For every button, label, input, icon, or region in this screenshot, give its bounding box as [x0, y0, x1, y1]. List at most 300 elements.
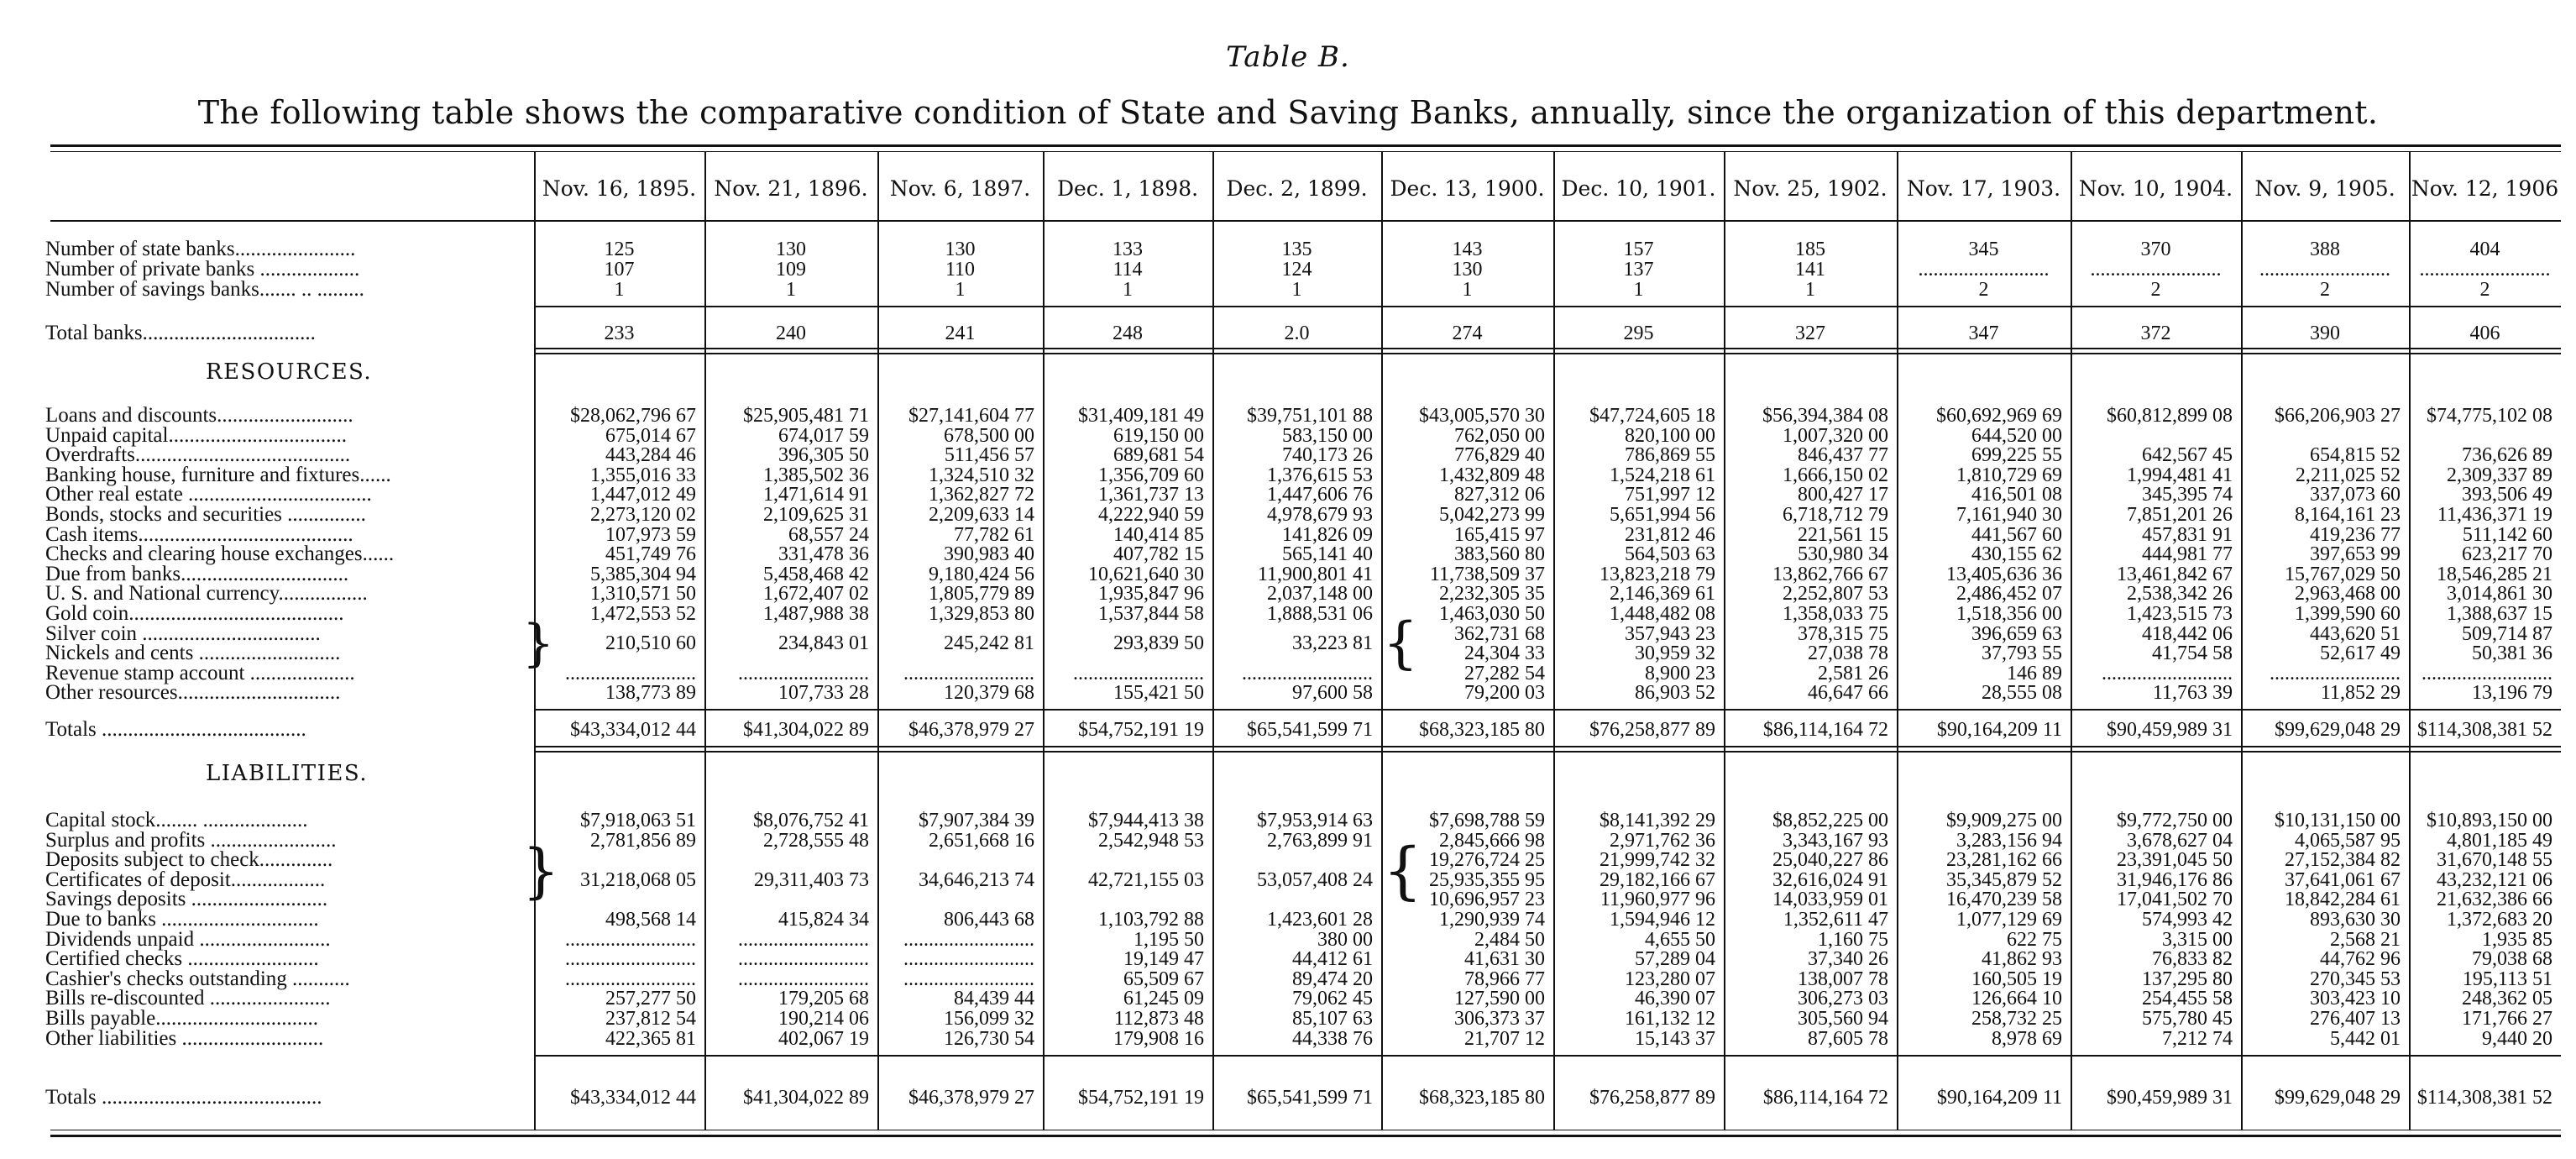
liability-label: Other liabilities ........................... — [45, 1027, 324, 1050]
resource-cell: 1,358,033 75 — [1783, 603, 1888, 625]
resource-cell: 231,812 46 — [1625, 524, 1715, 546]
liability-cell: 14,033,959 01 — [1772, 889, 1888, 910]
liability-cell: 37,641,061 67 — [2285, 869, 2401, 891]
column-header: Nov. 25, 1902. — [1733, 176, 1887, 201]
liability-label: Deposits subject to check.............. — [45, 848, 333, 871]
resource-cell: 786,869 55 — [1625, 444, 1715, 466]
resource-cell: 1,399,590 60 — [2295, 603, 2401, 625]
column-header: Dec. 2, 1899. — [1226, 176, 1368, 201]
resource-cell: 1,432,809 48 — [1439, 464, 1545, 486]
resource-cell: 1,666,150 02 — [1783, 464, 1888, 486]
resource-cell: 565,141 40 — [1282, 543, 1373, 565]
resource-cell: .......................... — [2102, 663, 2233, 684]
liability-cell: 1,077,129 69 — [1956, 909, 2062, 931]
resource-cell: 623,217 70 — [2462, 543, 2552, 565]
liability-cell: $9,909,275 00 — [1946, 810, 2062, 831]
resource-cell: 1,329,853 80 — [929, 603, 1034, 625]
resource-label: Other resources............................... — [45, 681, 341, 704]
resource-cell: 509,714 87 — [2462, 623, 2552, 645]
liability-cell: 16,470,239 58 — [1946, 889, 2062, 910]
liability-cell: 1,423,601 28 — [1267, 909, 1373, 931]
resource-cell: 678,500 00 — [944, 425, 1034, 447]
total-banks-cell: 372 — [2140, 323, 2171, 344]
liability-total-cell: $90,459,989 31 — [2107, 1087, 2233, 1109]
liability-cell: 5,442 01 — [2330, 1028, 2401, 1050]
brace-deposits-right: { — [1383, 835, 1423, 907]
liability-cell: 806,443 68 — [944, 909, 1034, 931]
liability-cell: 21,999,742 32 — [1600, 849, 1715, 871]
liability-cell: 19,149 47 — [1123, 948, 1204, 970]
liability-cell: 1,594,946 12 — [1610, 909, 1715, 931]
silver-nickel-combined-cell: 293,839 50 — [1113, 632, 1204, 654]
resource-cell: $31,409,181 49 — [1078, 405, 1204, 427]
total-banks-cell: 2.0 — [1284, 323, 1310, 344]
resource-cell: 9,180,424 56 — [929, 564, 1034, 585]
resource-cell: 24,304 33 — [1464, 642, 1545, 664]
resource-cell: 1,356,709 60 — [1098, 464, 1204, 486]
resource-cell: 30,959 32 — [1635, 642, 1715, 664]
liability-cell: 1,195 50 — [1134, 929, 1204, 951]
liability-cell: 35,345,879 52 — [1946, 869, 2062, 891]
liability-cell: 2,542,948 53 — [1098, 830, 1204, 852]
resource-cell: 1,471,614 91 — [763, 484, 869, 506]
resource-label: Nickels and cents ........................... — [45, 642, 341, 664]
brace-deposits-left: } — [522, 836, 560, 905]
liability-total-cell: $99,629,048 29 — [2275, 1087, 2401, 1109]
resource-cell: 1,376,615 53 — [1267, 464, 1373, 486]
resource-cell: 846,437 77 — [1798, 444, 1888, 466]
liability-cell: 126,664 10 — [1971, 988, 2062, 1010]
resource-total-cell: $114,308,381 52 — [2416, 719, 2552, 741]
resource-cell: $27,141,604 77 — [908, 405, 1034, 427]
liability-cell: 179,205 68 — [778, 988, 869, 1010]
resource-cell: 107,733 28 — [778, 682, 869, 704]
liability-cell: $8,076,752 41 — [753, 810, 869, 831]
resource-cell: 77,782 61 — [954, 524, 1034, 546]
resource-total-cell: $43,334,012 44 — [570, 719, 696, 741]
resource-cell: 107,973 59 — [605, 524, 696, 546]
liability-label: Cashier's checks outstanding ........... — [45, 968, 350, 990]
bank-count-cell: 2 — [1978, 279, 1989, 301]
brace-right: { — [1383, 611, 1418, 675]
liability-cell: .......................... — [565, 929, 696, 951]
liability-cell: 4,655 50 — [1645, 929, 1715, 951]
liability-total-cell: $76,258,877 89 — [1589, 1087, 1715, 1109]
liability-cell: 306,273 03 — [1798, 988, 1888, 1010]
liability-cell: 127,590 00 — [1454, 988, 1545, 1010]
top-rule — [50, 144, 2561, 147]
resource-cell: 1,524,218 61 — [1610, 464, 1715, 486]
resource-cell: 13,196 79 — [2472, 682, 2552, 704]
bank-count-cell: 370 — [2140, 239, 2171, 260]
resource-label: Bonds, stocks and securities ............... — [45, 503, 366, 526]
resource-cell: 416,501 08 — [1971, 484, 2062, 506]
table-label: Table B. — [1226, 40, 1350, 74]
liability-cell: 303,423 10 — [2310, 988, 2401, 1010]
liability-cell: 8,978 69 — [1992, 1028, 2062, 1050]
resource-cell: $43,005,570 30 — [1419, 405, 1545, 427]
liability-cell: 248,362 05 — [2462, 988, 2552, 1010]
resource-label: Banking house, furniture and fixtures...... — [45, 464, 391, 486]
liability-cell: 422,365 81 — [605, 1028, 696, 1050]
liability-cell: $7,907,384 39 — [919, 810, 1034, 831]
liability-cell: 2,763,899 91 — [1267, 830, 1373, 852]
deposits-combined-cell: 42,721,155 03 — [1088, 869, 1204, 891]
resource-label: Due from banks................................ — [45, 563, 349, 585]
resource-cell: 11,852 29 — [2320, 682, 2401, 704]
liability-cell: 44,338 76 — [1292, 1028, 1373, 1050]
resource-cell: 362,731 68 — [1454, 623, 1545, 645]
resource-cell: $60,692,969 69 — [1936, 405, 2062, 427]
liability-cell: 9,440 20 — [2482, 1028, 2552, 1050]
resource-cell: 2,273,120 02 — [590, 504, 696, 526]
resource-cell: 451,749 76 — [605, 543, 696, 565]
liability-cell: .......................... — [565, 948, 696, 970]
resource-label: Revenue stamp account .................... — [45, 662, 355, 684]
bank-count-cell: 157 — [1623, 239, 1654, 260]
bank-count-cell: 2 — [2479, 279, 2490, 301]
resource-cell: 1,310,571 50 — [590, 583, 696, 605]
liability-cell: 3,283,156 94 — [1956, 830, 2062, 852]
resource-cell: .......................... — [738, 663, 869, 684]
liability-cell: 18,842,284 61 — [2285, 889, 2401, 910]
bank-count-cell: 137 — [1623, 259, 1654, 281]
resource-cell: 1,935,847 96 — [1098, 583, 1204, 605]
liability-cell: 1,290,939 74 — [1439, 909, 1545, 931]
column-header: Nov. 12, 1906 — [2411, 176, 2559, 201]
resource-cell: $28,062,796 67 — [570, 405, 696, 427]
resource-cell: 689,681 54 — [1113, 444, 1204, 466]
liability-cell: 4,801,185 49 — [2447, 830, 2552, 852]
column-header: Dec. 10, 1901. — [1561, 176, 1716, 201]
liability-cell: 57,289 04 — [1635, 948, 1715, 970]
liability-cell: 2,845,666 98 — [1439, 830, 1545, 852]
resource-cell: 7,161,940 30 — [1956, 504, 2062, 526]
liability-total-cell: $65,541,599 71 — [1247, 1087, 1373, 1109]
liability-cell: 305,560 94 — [1798, 1008, 1888, 1030]
resource-cell: $66,206,903 27 — [2275, 405, 2401, 427]
resource-cell: 331,478 36 — [778, 543, 869, 565]
resource-label: Gold coin......................................... — [45, 602, 344, 625]
liability-cell: 2,781,856 89 — [590, 830, 696, 852]
resource-cell: 776,829 40 — [1454, 444, 1545, 466]
resource-label: Cash items......................................... — [45, 523, 353, 546]
resource-cell: 138,773 89 — [605, 682, 696, 704]
total-banks-cell: 233 — [604, 323, 635, 344]
resource-cell: 11,436,371 19 — [2437, 504, 2552, 526]
resource-cell: 511,456 57 — [944, 444, 1034, 466]
liability-total-cell: $68,323,185 80 — [1419, 1087, 1545, 1109]
total-banks-cell: 347 — [1968, 323, 1999, 344]
section-liabilities: LIABILITIES. — [206, 761, 368, 786]
resource-total-cell: $90,459,989 31 — [2107, 719, 2233, 741]
total-banks-cell: 406 — [2469, 323, 2500, 344]
bank-count-cell: 1 — [1633, 279, 1644, 301]
bank-count-cell: .......................... — [2259, 259, 2390, 281]
bank-count-cell: 133 — [1113, 239, 1143, 260]
bank-count-cell: .......................... — [2419, 259, 2551, 281]
bank-count-cell: 1 — [1805, 279, 1815, 301]
resource-cell: 441,567 60 — [1971, 524, 2062, 546]
silver-nickel-combined-cell: 210,510 60 — [605, 632, 696, 654]
resource-total-cell: $90,164,209 11 — [1936, 719, 2062, 741]
resource-cell: 37,793 55 — [1982, 642, 2062, 664]
resource-total-cell: $54,752,191 19 — [1078, 719, 1204, 741]
resource-cell: 5,651,994 56 — [1610, 504, 1715, 526]
bank-count-cell: 124 — [1281, 259, 1312, 281]
liability-cell: 306,373 37 — [1454, 1008, 1545, 1030]
liability-cell: 276,407 13 — [2310, 1008, 2401, 1030]
bank-count-cell: 107 — [604, 259, 635, 281]
resource-cell: 396,305 50 — [778, 444, 869, 466]
liability-total-cell: $41,304,022 89 — [743, 1087, 869, 1109]
liability-cell: 31,946,176 86 — [2117, 869, 2233, 891]
horizontal-rule — [534, 751, 2561, 753]
resource-cell: 2,232,305 35 — [1439, 583, 1545, 605]
bank-count-cell: 345 — [1968, 239, 1999, 260]
liability-cell: 1,935 85 — [2482, 929, 2552, 951]
resource-cell: 2,252,807 53 — [1783, 583, 1888, 605]
resource-cell: 4,978,679 93 — [1267, 504, 1373, 526]
resource-cell: 1,487,988 38 — [763, 603, 869, 625]
liability-label: Capital stock........ .................... — [45, 809, 308, 831]
liability-total-cell: $114,308,381 52 — [2416, 1087, 2552, 1109]
liability-total-cell: $54,752,191 19 — [1078, 1087, 1204, 1109]
liability-cell: 65,509 67 — [1123, 968, 1204, 990]
resource-cell: 155,421 50 — [1113, 682, 1204, 704]
resource-cell: 530,980 34 — [1798, 543, 1888, 565]
resource-cell: 444,981 77 — [2142, 543, 2233, 565]
liability-cell: .......................... — [903, 929, 1034, 951]
liability-cell: 41,631 30 — [1464, 948, 1545, 970]
bank-count-cell: 404 — [2469, 239, 2500, 260]
liability-cell: 622 75 — [2007, 929, 2062, 951]
bank-count-cell: 185 — [1795, 239, 1825, 260]
resource-cell: 675,014 67 — [605, 425, 696, 447]
resource-total-cell: $65,541,599 71 — [1247, 719, 1373, 741]
liability-cell: 156,099 32 — [944, 1008, 1034, 1030]
resource-cell: 5,385,304 94 — [590, 564, 696, 585]
liability-totals-label: Totals .......................................... — [45, 1086, 322, 1109]
liability-cell: 44,762 96 — [2320, 948, 2401, 970]
resource-cell: 41,754 58 — [2152, 642, 2233, 664]
resource-cell: 751,997 12 — [1625, 484, 1715, 506]
resource-cell: 740,173 26 — [1282, 444, 1373, 466]
column-header: Dec. 1, 1898. — [1056, 176, 1199, 201]
liability-cell: 37,340 26 — [1808, 948, 1888, 970]
liability-cell: 2,971,762 36 — [1610, 830, 1715, 852]
resource-cell: 699,225 55 — [1971, 444, 2062, 466]
liability-cell: 23,281,162 66 — [1946, 849, 2062, 871]
bank-count-cell: 109 — [776, 259, 806, 281]
liability-cell: 498,568 14 — [605, 909, 696, 931]
horizontal-rule — [534, 348, 2561, 349]
resource-cell: 1,448,482 08 — [1610, 603, 1715, 625]
liability-cell: 574,993 42 — [2142, 909, 2233, 931]
total-banks-label: Total banks................................. — [45, 322, 316, 344]
liability-cell: 258,732 25 — [1971, 1008, 2062, 1030]
liability-label: Certified checks ......................... — [45, 947, 319, 970]
bank-count-label: Number of private banks ................... — [45, 258, 360, 281]
resource-cell: 644,520 00 — [1971, 425, 2062, 447]
resource-cell: 28,555 08 — [1982, 682, 2062, 704]
resource-cell: 13,461,842 67 — [2117, 564, 2233, 585]
silver-nickel-combined-cell: 234,843 01 — [778, 632, 869, 654]
resource-cell: 1,472,553 52 — [590, 603, 696, 625]
column-header: Nov. 16, 1895. — [542, 176, 697, 201]
liability-cell: 10,696,957 23 — [1429, 889, 1545, 910]
resource-cell: 762,050 00 — [1454, 425, 1545, 447]
liability-cell: 43,232,121 06 — [2437, 869, 2552, 891]
liability-cell: .......................... — [565, 968, 696, 990]
bank-count-cell: 130 — [1452, 259, 1483, 281]
resource-cell: 2,538,342 26 — [2127, 583, 2233, 605]
resource-cell: 10,621,640 30 — [1088, 564, 1204, 585]
resource-cell: 378,315 75 — [1798, 623, 1888, 645]
liability-total-cell: $86,114,164 72 — [1762, 1087, 1888, 1109]
deposits-combined-cell: 31,218,068 05 — [580, 869, 696, 891]
resource-cell: 390,983 40 — [944, 543, 1034, 565]
deposits-combined-cell: 29,311,403 73 — [753, 869, 869, 891]
liability-cell: 79,062 45 — [1292, 988, 1373, 1010]
liability-cell: 254,455 58 — [2142, 988, 2233, 1010]
resource-label: Other real estate ................................... — [45, 483, 372, 506]
liability-cell: 29,182,166 67 — [1600, 869, 1715, 891]
resource-cell: 1,805,779 89 — [929, 583, 1034, 605]
resource-cell: 2,109,625 31 — [763, 504, 869, 526]
column-header: Dec. 13, 1900. — [1390, 176, 1545, 201]
resource-cell: 564,503 63 — [1625, 543, 1715, 565]
horizontal-rule — [534, 353, 2561, 354]
resource-cell: 27,282 54 — [1464, 663, 1545, 684]
resource-cell: 736,626 89 — [2462, 444, 2552, 466]
liability-cell: .......................... — [738, 968, 869, 990]
resource-cell: 396,659 63 — [1971, 623, 2062, 645]
resource-cell: 15,767,029 50 — [2285, 564, 2401, 585]
liability-cell: 380 00 — [1317, 929, 1373, 951]
resource-label: Overdrafts......................................... — [45, 443, 351, 466]
resource-total-cell: $68,323,185 80 — [1419, 719, 1545, 741]
liability-cell: 237,812 54 — [605, 1008, 696, 1030]
resource-total-cell: $46,378,979 27 — [908, 719, 1034, 741]
liability-cell: 179,908 16 — [1113, 1028, 1204, 1050]
resource-cell: 654,815 52 — [2310, 444, 2401, 466]
resource-cell: 2,486,452 07 — [1956, 583, 2062, 605]
resource-cell: 430,155 62 — [1971, 543, 2062, 565]
liability-cell: 25,935,355 95 — [1429, 869, 1545, 891]
resource-cell: 800,427 17 — [1798, 484, 1888, 506]
resource-label: Checks and clearing house exchanges...... — [45, 543, 395, 565]
liability-cell: 79,038 68 — [2472, 948, 2552, 970]
liability-cell: 11,960,977 96 — [1600, 889, 1715, 910]
bank-count-cell: 114 — [1113, 259, 1143, 281]
resource-cell: 46,647 66 — [1808, 682, 1888, 704]
liability-cell: 270,345 53 — [2310, 968, 2401, 990]
column-header: Nov. 6, 1897. — [889, 176, 1031, 201]
liability-cell: 87,605 78 — [1808, 1028, 1888, 1050]
liability-cell: 89,474 20 — [1292, 968, 1373, 990]
resource-cell: 443,620 51 — [2310, 623, 2401, 645]
resource-cell: 1,810,729 69 — [1956, 464, 2062, 486]
resource-cell: 1,888,531 06 — [1267, 603, 1373, 625]
liability-cell: 15,143 37 — [1635, 1028, 1715, 1050]
top-rule-thin — [50, 151, 2561, 152]
bank-count-cell: 1 — [1291, 279, 1302, 301]
silver-nickel-combined-cell: 245,242 81 — [944, 632, 1034, 654]
resource-cell: 4,222,940 59 — [1098, 504, 1204, 526]
liability-cell: 171,766 27 — [2462, 1008, 2552, 1030]
resource-cell: 13,823,218 79 — [1600, 564, 1715, 585]
deposits-combined-cell: 34,646,213 74 — [919, 869, 1034, 891]
liability-cell: 123,280 07 — [1625, 968, 1715, 990]
resource-cell: 165,415 97 — [1454, 524, 1545, 546]
resource-cell: 2,211,025 52 — [2295, 464, 2401, 486]
resource-cell: 1,385,502 36 — [763, 464, 869, 486]
liability-cell: $7,918,063 51 — [580, 810, 696, 831]
resource-cell: 419,236 77 — [2310, 524, 2401, 546]
liability-label: Certificates of deposit.................. — [45, 868, 326, 891]
liability-cell: 1,103,792 88 — [1098, 909, 1204, 931]
liability-cell: 21,632,386 66 — [2437, 889, 2552, 910]
resource-cell: .......................... — [2270, 663, 2401, 684]
liability-cell: 161,132 12 — [1625, 1008, 1715, 1030]
resource-cell: .......................... — [1242, 663, 1373, 684]
liability-cell: 44,412 61 — [1292, 948, 1373, 970]
resource-cell: .......................... — [903, 663, 1034, 684]
liability-cell: 1,352,611 47 — [1783, 909, 1888, 931]
horizontal-rule — [534, 1055, 2561, 1057]
liability-cell: 7,212 74 — [2162, 1028, 2233, 1050]
resource-cell: 18,546,285 21 — [2437, 564, 2552, 585]
resource-cell: 2,581 26 — [1818, 663, 1888, 684]
liability-cell: 84,439 44 — [954, 988, 1034, 1010]
liability-label: Savings deposits .......................... — [45, 888, 328, 910]
liability-cell: 4,065,587 95 — [2295, 830, 2401, 852]
resource-cell: 345,395 74 — [2142, 484, 2233, 506]
resource-cell: 337,073 60 — [2310, 484, 2401, 506]
resource-cell: 221,561 15 — [1798, 524, 1888, 546]
liability-label: Bills re-discounted ....................... — [45, 987, 331, 1010]
liability-cell: 76,833 82 — [2152, 948, 2233, 970]
resource-cell: 393,506 49 — [2462, 484, 2552, 506]
liability-cell: $10,893,150 00 — [2427, 810, 2552, 831]
liability-cell: 112,873 48 — [1113, 1008, 1204, 1030]
resource-total-cell: $86,114,164 72 — [1762, 719, 1888, 741]
bank-count-cell: 2 — [2320, 279, 2330, 301]
resource-cell: 2,309,337 89 — [2447, 464, 2552, 486]
liability-cell: 160,505 19 — [1971, 968, 2062, 990]
resource-label: Silver coin .................................. — [45, 622, 321, 645]
liability-cell: $7,698,788 59 — [1429, 810, 1545, 831]
resource-cell: 1,388,637 15 — [2447, 603, 2552, 625]
liability-cell: 46,390 07 — [1635, 988, 1715, 1010]
resource-cell: 1,007,320 00 — [1783, 425, 1888, 447]
liability-cell: .......................... — [903, 948, 1034, 970]
resource-cell: 68,557 24 — [788, 524, 869, 546]
liability-cell: .......................... — [738, 929, 869, 951]
resource-cell: 2,037,148 00 — [1267, 583, 1373, 605]
bank-count-cell: 1 — [786, 279, 796, 301]
liability-cell: 41,862 93 — [1982, 948, 2062, 970]
resource-cell: 11,738,509 37 — [1429, 564, 1545, 585]
liability-cell: .......................... — [903, 968, 1034, 990]
liability-cell: 78,966 77 — [1464, 968, 1545, 990]
resource-cell: $25,905,481 71 — [743, 405, 869, 427]
resource-cell: 97,600 58 — [1292, 682, 1373, 704]
resource-totals-label: Totals ....................................... — [45, 718, 306, 741]
resource-cell: 511,142 60 — [2462, 524, 2552, 546]
resource-cell: 674,017 59 — [778, 425, 869, 447]
